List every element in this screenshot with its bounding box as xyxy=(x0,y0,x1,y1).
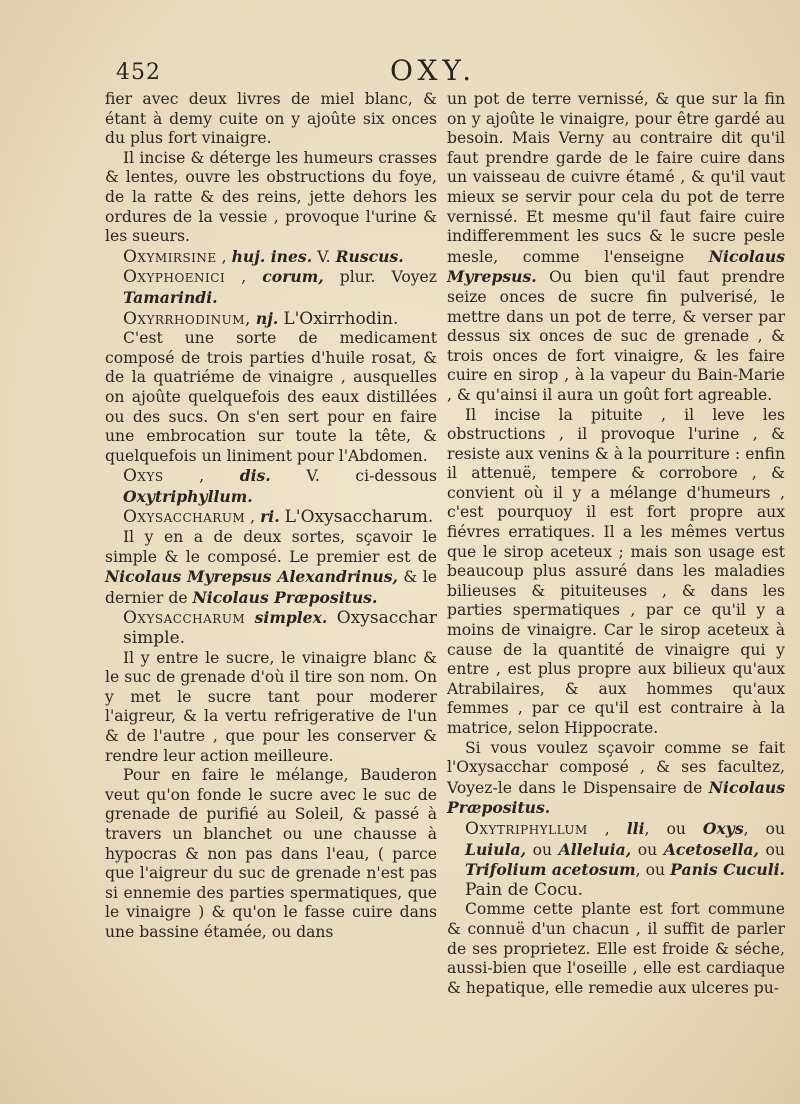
paragraph: Pour en faire le mélange, Bauderon veut qu'on fonde le sucre avec le suc de grenade de purifié au Soleil, & passé à travers un blanchet ou une chausse à hypocras & non pas dans l'eau, ( parce que l'aigreur du suc de grenade n'est pas si ennemie des parties spermatiques, que le vinaigre ) & qu'on le fasse cuire dans une bassine étamée, ou dans xyxy=(105,766,437,941)
grammar: corum, xyxy=(262,267,324,287)
paragraph: Il incise la pituite , il leve les obstructions , il provoque l'urine , & resiste aux venins & à la pourriture : enfin il attenuë, tempere & corrobore , & convient où il y a mélange d'humeurs , c'est pourquoy il est fort propre aux fiévres erratiques. Il a les mêmes vertus que le sirop aceteux ; mais son usage est beaucoup plus assuré dans les maladies bilieuses & pituiteuses , & dans les parties spermatiques , par ce qu'il y a moins de vinaigre. Car le sirop aceteux à cause de la quantité de vinaigre qui y entre , est plus propre aux bilieux qu'aux Atrabilaires, & aux hommes qu'aux femmes , par ce qu'il est contraire à la matrice, selon Hippocrate. xyxy=(447,405,785,737)
text-run: & le dernier de xyxy=(105,568,437,607)
left-column xyxy=(105,90,437,943)
grammar: dis. xyxy=(239,466,271,486)
entry-text: ou xyxy=(637,840,658,859)
headword: Oxymirsine xyxy=(123,246,217,267)
entry-text: V. xyxy=(317,247,331,266)
cross-reference: Oxys xyxy=(702,818,744,838)
entry-text: L'Oxysaccharum. xyxy=(284,507,434,528)
entry-oxytriphyllum: Oxytriphyllum , lli, ou Oxys, ou Luiula, ou Alleluia, ou Acetosella, ou Trifolium acetosum, ou Panis Cuculi. Pain de Cocu. xyxy=(465,818,785,900)
paragraph xyxy=(447,90,785,406)
headword: Oxytriphyllum xyxy=(465,818,588,839)
headword: Oxys xyxy=(123,466,164,487)
cross-reference: Nicolaus Præpositus. xyxy=(192,587,378,607)
cross-reference: Oxytriphyllum. xyxy=(123,486,253,506)
entry-text: ou xyxy=(765,840,785,859)
grammar: lli xyxy=(626,818,645,838)
paragraph: Il y entre le sucre, le vinaigre blanc & le suc de grenade d'où il tire son nom. On y met le sucre tant pour moderer l'aigreur, & la vertu refrigerative de l'un & de l'autre , que pour les conserver & rendre leur action meilleure. xyxy=(105,648,437,765)
entry-text: Pain de Cocu. xyxy=(465,879,584,900)
page-number: 452 xyxy=(116,60,161,85)
headword: Oxysaccharum xyxy=(123,507,246,528)
entry-oxysaccharum-simplex xyxy=(105,608,437,648)
cross-reference: Alleluia, xyxy=(558,839,632,859)
entry-text: V. ci-dessous xyxy=(306,467,437,486)
entry-oxysaccharum: Oxysaccharum , ri. L'Oxysaccharum. xyxy=(123,507,434,528)
cross-reference: Ruscus. xyxy=(335,246,404,266)
page-header xyxy=(0,54,800,94)
paragraph: Il incise & déterge les humeurs crasses & lentes, ouvre les obstructions du foye, de la ratte & des reins, jette dehors les ordures de la vessie , provoque l'urine & les sueurs. xyxy=(105,148,437,246)
entry-text: , ou xyxy=(743,819,785,838)
running-head: OXY. xyxy=(390,54,477,87)
cross-reference: Tamarindi. xyxy=(123,287,218,307)
paragraph xyxy=(105,528,437,608)
paragraph: fier avec deux livres de miel blanc, & étant à demy cuite on y ajoûte six onces du plus fort vinaigre. xyxy=(105,90,437,148)
text-run: Si vous voulez sçavoir comme se fait l'Oxysacchar composé , & ses facultez, Voyez-le dans le Dispensaire de xyxy=(447,738,785,797)
entry-text: plur. Voyez xyxy=(339,268,437,287)
paragraph: Comme cette plante est fort commune & connuë d'un chacun , il suffit de parler de ses proprietez. Elle est froide & séche, aussi-bien que l'oseille , elle est cardiaque & hepatique, elle remedie aux ulceres pu- xyxy=(447,900,785,997)
headword: Oxyrrhodinum, xyxy=(123,308,251,329)
entry-oxyrrhodinum xyxy=(105,309,437,330)
paragraph: C'est une sorte de medicament composé de trois parties d'huile rosat, & de la quatriéme de vinaigre , ausquelles on ajoûte quelquefois des eaux distillées ou des sucs. On s'en sert pour en faire une embrocation sur toute la tête, & quelquefois un liniment pour l'Abdomen. xyxy=(105,329,437,465)
text-run: un pot de terre vernissé, & que sur la fin on y ajoûte le vinaigre, pour être gardé au besoin. Mais Verny au contraire dit qu'il faut prendre garde de le faire cuire dans un vaisseau de cuivre étamé , & qu'il vaut mieux se servir pour cela du pot de terre vernissé. Et mesme qu'il faut faire cuire indifferemment les sucs & le sucre pesle mesle, comme l'enseigne xyxy=(447,90,785,266)
text-run: Il y en a de deux sortes, sçavoir le simple & le composé. Le premier est de xyxy=(105,528,437,566)
entry-text: Oxysacchar simple. xyxy=(123,608,437,649)
cross-reference: Nicolaus Præpositus. xyxy=(447,777,786,818)
entry-oxyphoenici: Oxyphoenici , corum, plur. Voyez Tamarindi. xyxy=(123,267,437,307)
grammar: simplex. xyxy=(254,608,328,628)
cross-reference: Luiula, xyxy=(465,839,527,859)
entry-text: , ou xyxy=(644,819,686,838)
grammar: nj. xyxy=(255,308,279,328)
text-run: Ou bien qu'il faut prendre seize onces de sucre fin pulverisé, le mettre dans un pot de terre, & verser par dessus six onces de suc de grenade , & trois onces de fort vinaigre, & les faire cuire en sirop , à la vapeur du Bain-Marie , & qu'ainsi il aura un goût fort agreable. xyxy=(447,268,785,404)
paragraph xyxy=(447,739,785,819)
grammar: ri. xyxy=(260,507,280,527)
entry-text: ou xyxy=(532,840,553,859)
right-column xyxy=(447,90,785,998)
grammar: huj. ines. xyxy=(231,246,313,266)
headword: Oxyphoenici xyxy=(123,267,226,288)
entry-text: , ou xyxy=(635,861,666,880)
cross-reference: Acetosella, xyxy=(663,839,759,859)
cross-reference: Nicolaus Myrepsus. xyxy=(447,246,785,287)
cross-reference: Nicolaus Myrepsus Alexandrinus, xyxy=(105,567,398,587)
entry-text: L'Oxirrhodin. xyxy=(283,308,399,329)
cross-reference: Panis Cuculi. xyxy=(670,860,785,880)
cross-reference: Trifolium acetosum xyxy=(465,860,636,880)
headword: Oxysaccharum xyxy=(123,608,246,629)
entry-oxys: Oxys , dis. V. ci-dessous Oxytriphyllum. xyxy=(123,466,437,506)
entry-oxymirsine: Oxymirsine , huj. ines. V. Ruscus. xyxy=(123,246,404,267)
